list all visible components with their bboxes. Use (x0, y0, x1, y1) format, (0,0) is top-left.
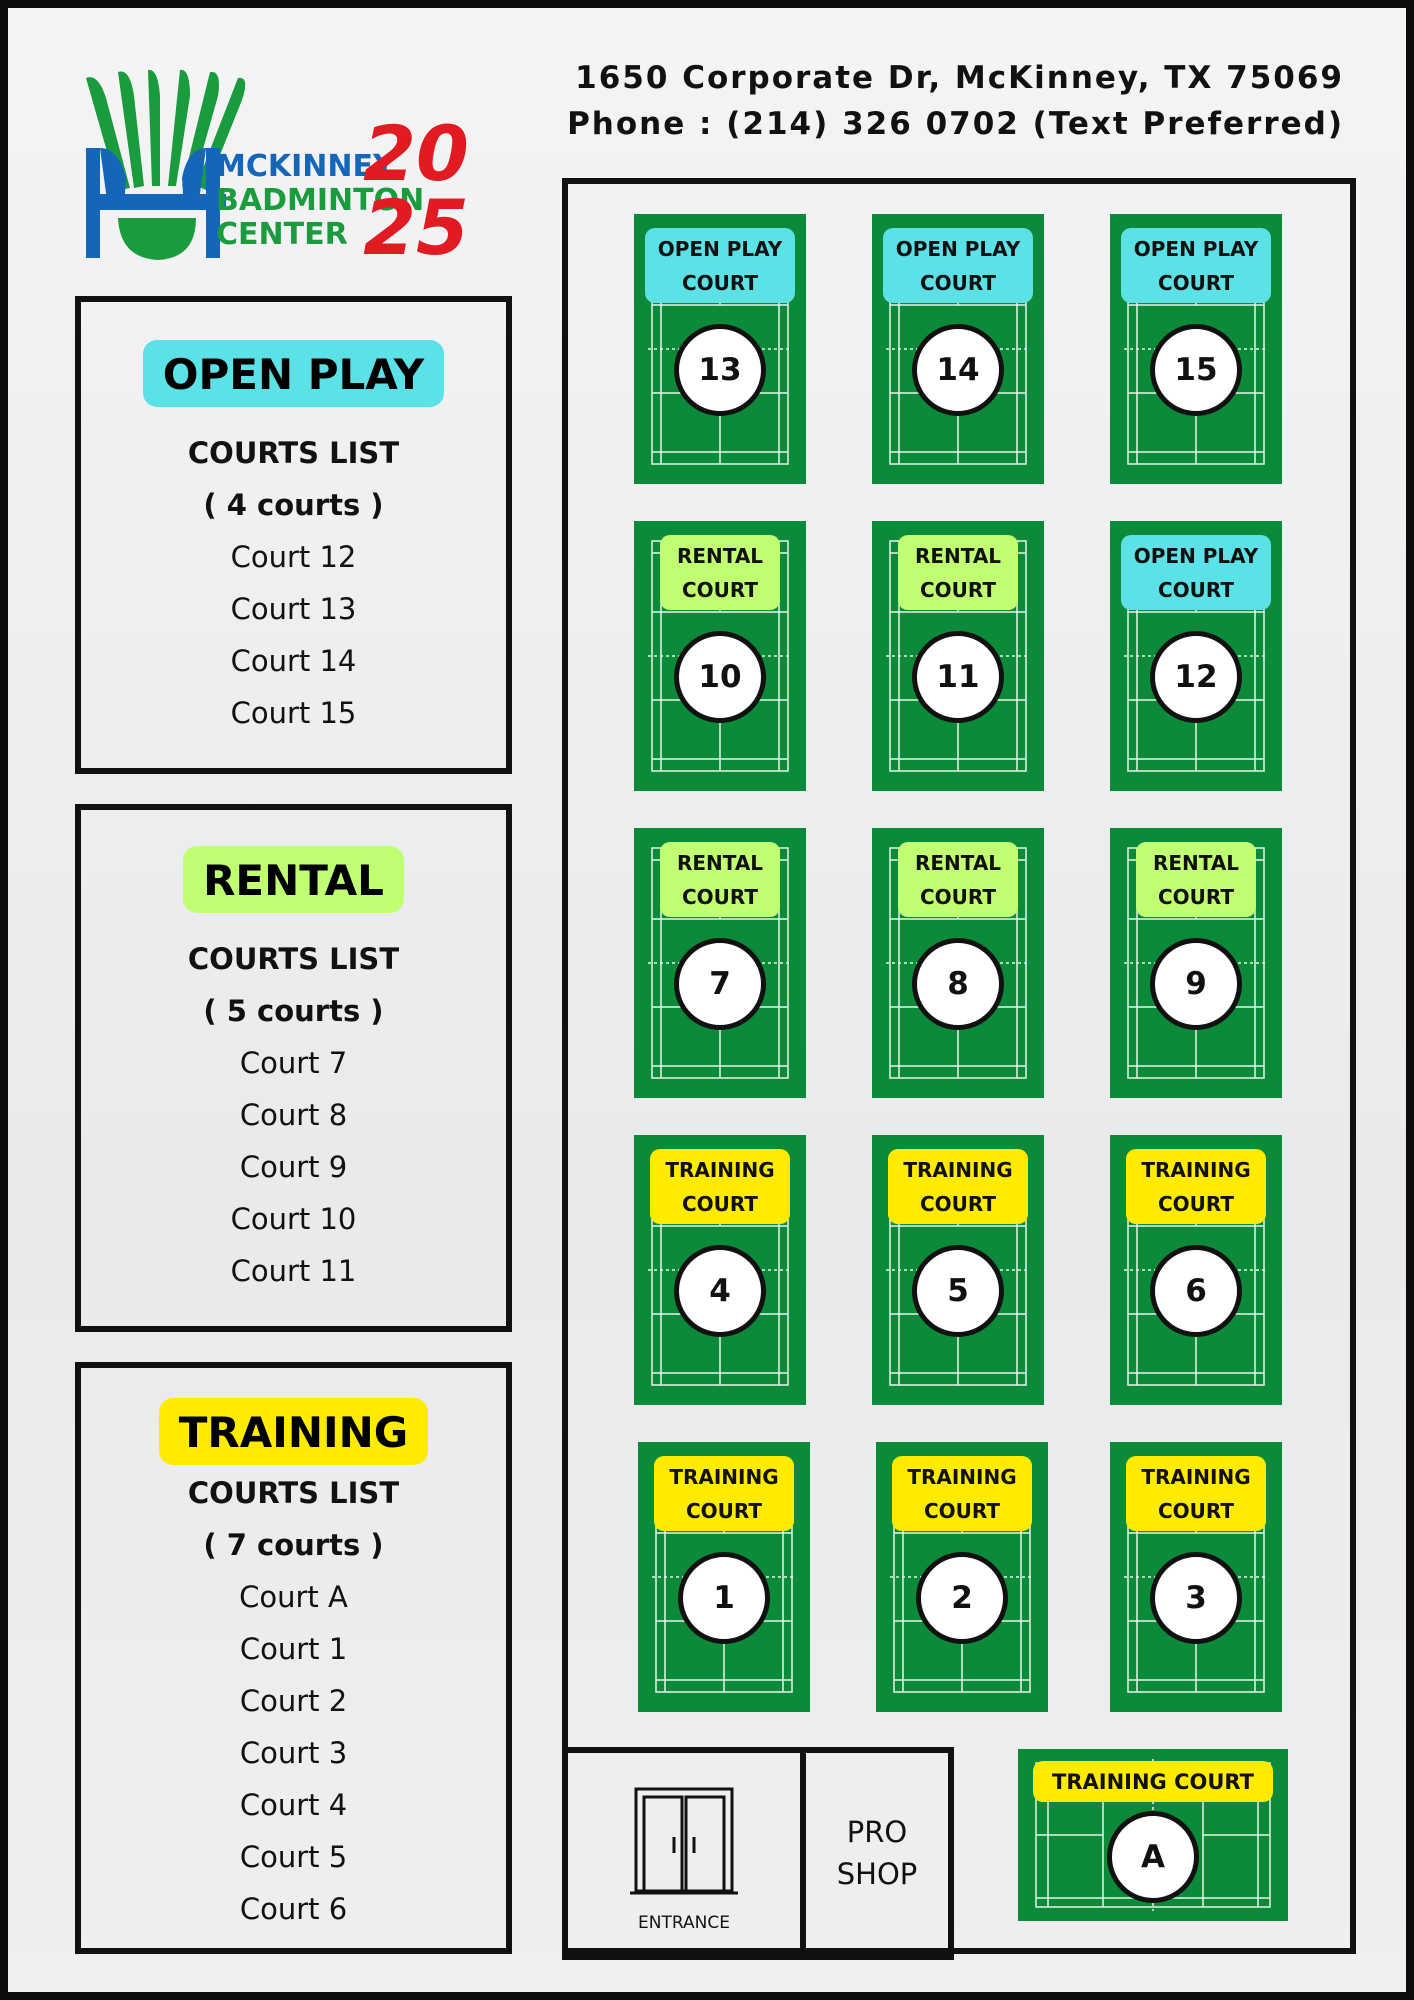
court-number-badge: 7 (674, 938, 766, 1030)
legend-item: Court 5 (239, 1840, 348, 1874)
legend-open-play (75, 296, 512, 774)
court-number-badge: 12 (1150, 631, 1242, 723)
phone: Phone : (214) 326 0702 (Text Preferred) (567, 106, 1344, 142)
court-2[interactable] (876, 1442, 1048, 1712)
court-tag: TRAINING COURT (654, 1456, 794, 1531)
court-number-badge: 6 (1150, 1245, 1242, 1337)
court-number-badge: 10 (674, 631, 766, 723)
court-12[interactable] (1110, 521, 1282, 791)
court-a[interactable] (1018, 1749, 1288, 1921)
svg-text:25: 25 (363, 183, 469, 268)
court-7[interactable] (634, 828, 806, 1098)
court-tag: TRAINING COURT (650, 1149, 790, 1224)
legend-item: Court 13 (230, 592, 357, 626)
legend-item: Court 10 (230, 1202, 357, 1236)
court-number-badge: 4 (674, 1245, 766, 1337)
court-9[interactable] (1110, 828, 1282, 1098)
legend-count: ( 4 courts ) (203, 488, 384, 522)
court-number-badge: 3 (1150, 1552, 1242, 1644)
legend-item: Court A (239, 1580, 348, 1614)
legend-training (75, 1362, 512, 1954)
court-tag: OPEN PLAY COURT (883, 228, 1033, 303)
court-number-badge: A (1107, 1811, 1199, 1903)
court-tag: OPEN PLAY COURT (645, 228, 795, 303)
legend-subtitle: COURTS LIST (187, 1476, 400, 1510)
court-8[interactable] (872, 828, 1044, 1098)
court-number-badge: 1 (678, 1552, 770, 1644)
pro-shop[interactable] (800, 1747, 954, 1960)
legend-item: Court 14 (230, 644, 357, 678)
entrance[interactable] (562, 1747, 806, 1960)
court-number-badge: 11 (912, 631, 1004, 723)
legend-item: Court 4 (239, 1788, 348, 1822)
court-tag: OPEN PLAY COURT (1121, 228, 1271, 303)
court-tag: RENTAL COURT (898, 842, 1018, 917)
legend-count: ( 5 courts ) (203, 994, 384, 1028)
court-5[interactable] (872, 1135, 1044, 1405)
pro-shop-label: PRO SHOP (836, 1815, 918, 1891)
address: 1650 Corporate Dr, McKinney, TX 75069 (575, 60, 1344, 96)
legend-item: Court 6 (239, 1892, 348, 1926)
legend-item: Court 11 (230, 1254, 357, 1288)
legend-item: Court 3 (239, 1736, 348, 1770)
shuttlecock-logo-icon (78, 68, 548, 268)
court-13[interactable] (634, 214, 806, 484)
legend-subtitle: COURTS LIST (187, 942, 400, 976)
court-number-badge: 15 (1150, 324, 1242, 416)
svg-text:MCKINNEY: MCKINNEY (216, 149, 395, 184)
court-1[interactable] (638, 1442, 810, 1712)
court-3[interactable] (1110, 1442, 1282, 1712)
svg-text:20: 20 (363, 109, 469, 198)
legend-item: Court 9 (239, 1150, 348, 1184)
court-tag: TRAINING COURT (888, 1149, 1028, 1224)
court-tag: TRAINING COURT (1126, 1149, 1266, 1224)
court-tag: TRAINING COURT (1126, 1456, 1266, 1531)
logo (78, 68, 548, 268)
svg-text:BADMINTON: BADMINTON (216, 183, 425, 218)
court-tag: TRAINING COURT (892, 1456, 1032, 1531)
court-14[interactable] (872, 214, 1044, 484)
court-tag: RENTAL COURT (898, 535, 1018, 610)
legend-item: Court 1 (239, 1632, 348, 1666)
court-number-badge: 9 (1150, 938, 1242, 1030)
legend-rental (75, 804, 512, 1332)
legend-title-training: TRAINING (159, 1398, 429, 1465)
legend-item: Court 7 (239, 1046, 348, 1080)
court-6[interactable] (1110, 1135, 1282, 1405)
court-tag: OPEN PLAY COURT (1121, 535, 1271, 610)
legend-item: Court 12 (230, 540, 357, 574)
double-door-icon (630, 1783, 738, 1901)
court-4[interactable] (634, 1135, 806, 1405)
court-tag: TRAINING COURT (1033, 1761, 1273, 1802)
svg-text:CENTER: CENTER (216, 217, 348, 252)
legend-title-rental: RENTAL (183, 846, 404, 913)
legend-count: ( 7 courts ) (203, 1528, 384, 1562)
court-15[interactable] (1110, 214, 1282, 484)
court-map (562, 178, 1356, 1954)
court-tag: RENTAL COURT (660, 535, 780, 610)
court-number-badge: 8 (912, 938, 1004, 1030)
court-10[interactable] (634, 521, 806, 791)
legend-item: Court 2 (239, 1684, 348, 1718)
court-number-badge: 14 (912, 324, 1004, 416)
legend-subtitle: COURTS LIST (187, 436, 400, 470)
court-number-badge: 5 (912, 1245, 1004, 1337)
court-number-badge: 13 (674, 324, 766, 416)
legend-item: Court 15 (230, 696, 357, 730)
court-tag: RENTAL COURT (660, 842, 780, 917)
legend-title-open-play: OPEN PLAY (143, 340, 444, 407)
entrance-label: ENTRANCE (638, 1913, 730, 1933)
court-tag: RENTAL COURT (1136, 842, 1256, 917)
legend-item: Court 8 (239, 1098, 348, 1132)
court-11[interactable] (872, 521, 1044, 791)
court-number-badge: 2 (916, 1552, 1008, 1644)
